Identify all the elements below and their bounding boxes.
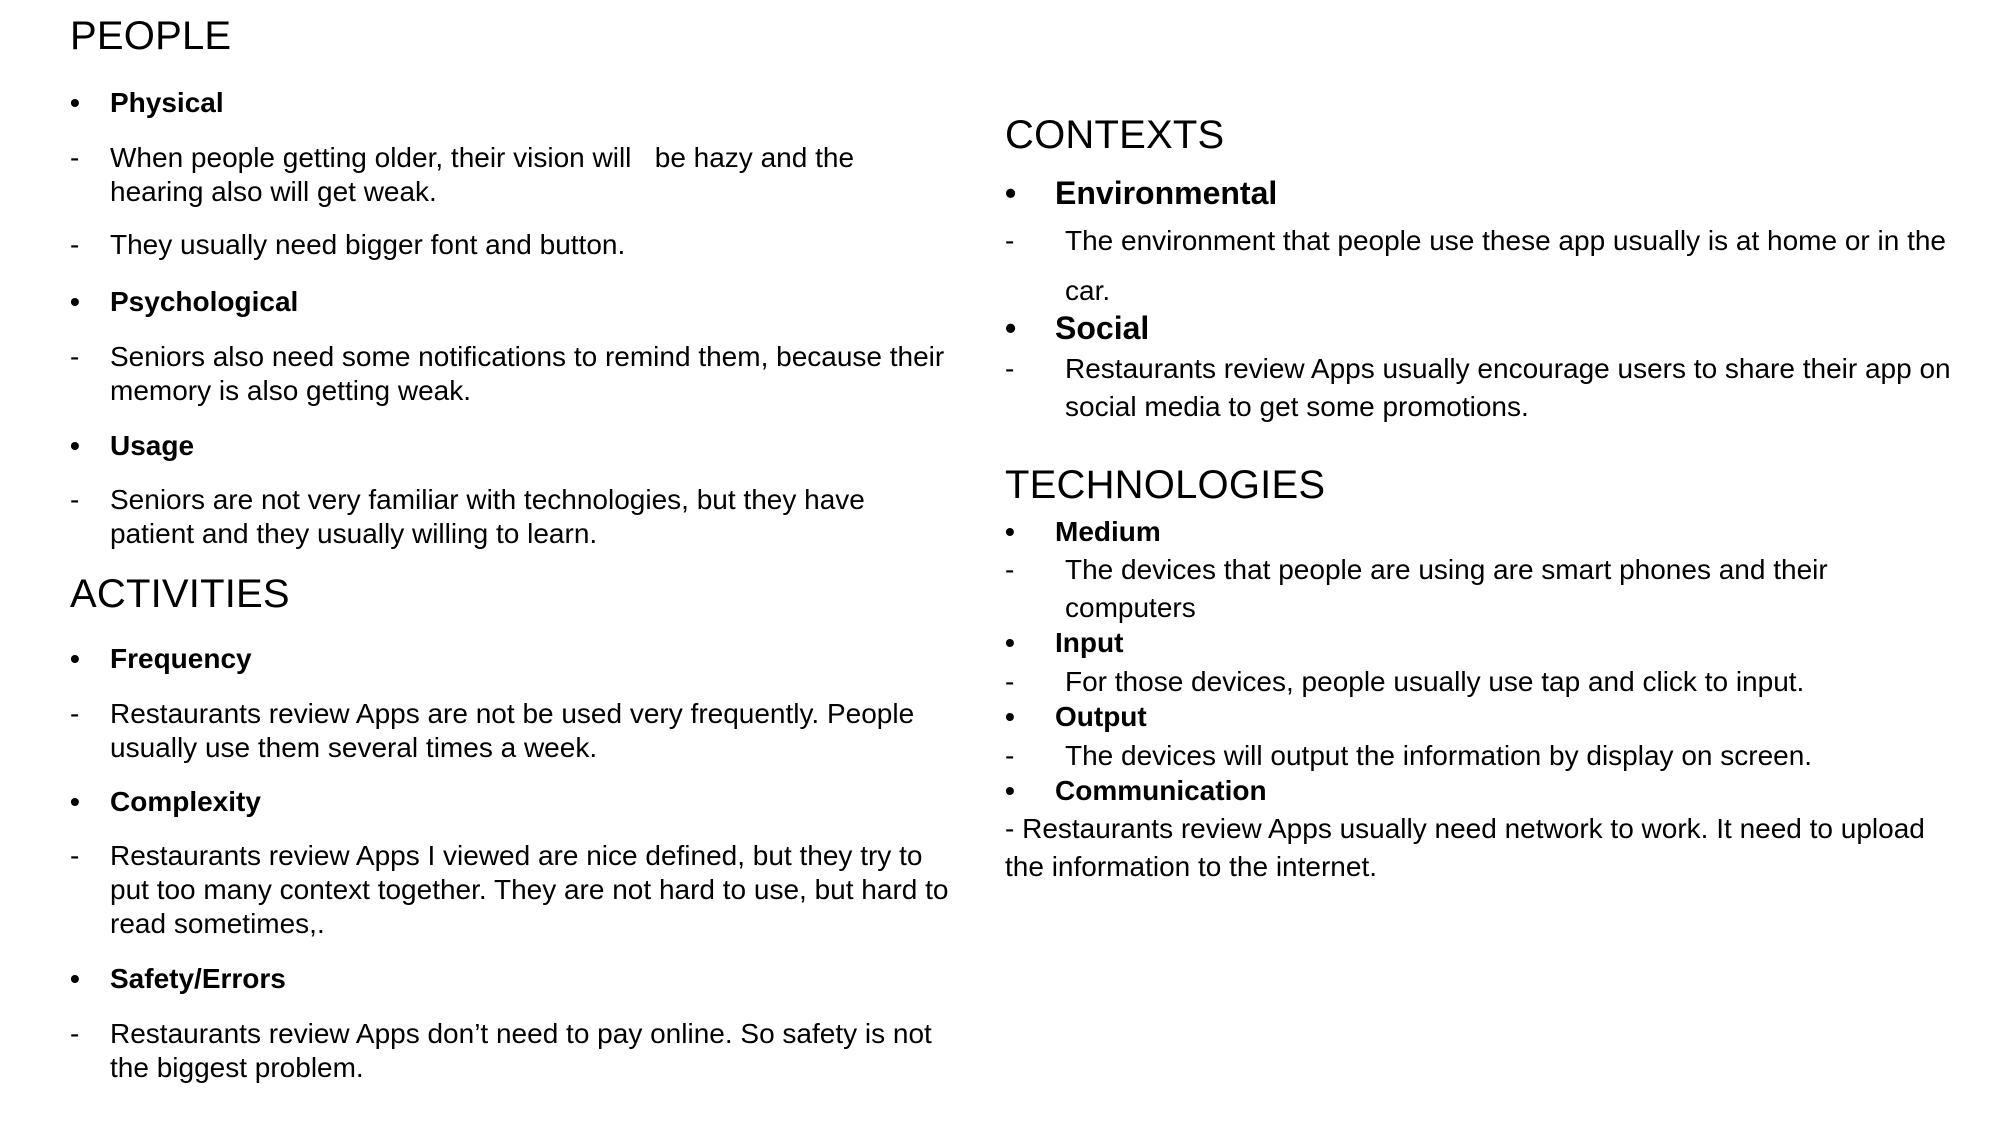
dash-text: Restaurants review Apps don’t need to pay online. So safety is not the biggest problem. xyxy=(110,1018,932,1083)
bullet-mark: • xyxy=(70,963,80,994)
dash-mark: - xyxy=(70,840,80,871)
dash-text: Restaurants review Apps are not be used very frequently. People usually use them several times a week. xyxy=(110,698,915,763)
dash-text: When people getting older, their vision will be hazy and the hearing also will get weak. xyxy=(110,142,862,207)
bullet-label-safety-errors: Safety/Errors xyxy=(110,963,286,994)
bullet-label-input: Input xyxy=(1055,627,1124,658)
bullet-mark: • xyxy=(1005,310,1017,346)
dash-text: For those devices, people usually use tap and click to input. xyxy=(1065,666,1805,697)
communication-note: - Restaurants review Apps usually need network to work. It need to upload the information to the internet. xyxy=(1005,813,1925,882)
dash-text: Restaurants review Apps usually encourage users to share their app on social media to get some promotions. xyxy=(1065,353,1951,422)
dash-text: Restaurants review Apps I viewed are nice defined, but they try to put too many context together. They are not hard to use, but hard to read sometimes,. xyxy=(110,840,949,939)
dash-mark: - xyxy=(70,341,80,372)
dash-mark: - xyxy=(70,142,80,173)
bullet-label-medium: Medium xyxy=(1055,516,1161,547)
section-heading-contexts: CONTEXTS xyxy=(1005,113,1225,157)
dash-mark: - xyxy=(70,229,80,260)
dash-mark: - xyxy=(70,698,80,729)
bullet-mark: • xyxy=(1005,627,1015,658)
bullet-label-environmental: Environmental xyxy=(1055,175,1278,211)
dash-mark: - xyxy=(70,484,80,515)
bullet-mark: • xyxy=(1005,701,1015,732)
bullet-label-psychological: Psychological xyxy=(110,286,299,317)
dash-text: They usually need bigger font and button. xyxy=(110,229,626,260)
bullet-label-output: Output xyxy=(1055,701,1147,732)
bullet-mark: • xyxy=(70,643,80,674)
bullet-mark: • xyxy=(1005,516,1015,547)
bullet-mark: • xyxy=(1005,775,1015,806)
bullet-mark: • xyxy=(70,430,80,461)
dash-mark: - xyxy=(1005,554,1015,585)
bullet-mark: • xyxy=(70,786,80,817)
bullet-mark: • xyxy=(1005,175,1017,211)
bullet-mark: • xyxy=(70,87,80,118)
dash-text: The devices will output the information by display on screen. xyxy=(1065,740,1813,771)
bullet-label-complexity: Complexity xyxy=(110,786,261,817)
dash-text: Seniors also need some notifications to remind them, because their memory is also getting weak. xyxy=(110,341,945,406)
section-heading-people: PEOPLE xyxy=(70,14,232,58)
section-heading-activities: ACTIVITIES xyxy=(70,572,290,616)
section-heading-technologies: TECHNOLOGIES xyxy=(1005,463,1326,507)
dash-text: The devices that people are using are smart phones and their computers xyxy=(1065,554,1828,623)
dash-mark: - xyxy=(1005,353,1015,384)
bullet-label-frequency: Frequency xyxy=(110,643,252,674)
dash-mark: - xyxy=(1005,225,1015,256)
bullet-label-communication: Communication xyxy=(1055,775,1267,806)
dash-mark: - xyxy=(1005,740,1015,771)
dash-mark: - xyxy=(70,1018,80,1049)
dash-mark: - xyxy=(1005,666,1015,697)
dash-text: Seniors are not very familiar with technologies, but they have patient and they usually willing to learn. xyxy=(110,484,865,549)
bullet-label-physical: Physical xyxy=(110,87,224,118)
bullet-label-social: Social xyxy=(1055,310,1150,346)
dash-text: The environment that people use these app usually is at home or in the car. xyxy=(1065,225,1946,306)
bullet-mark: • xyxy=(70,286,80,317)
bullet-label-usage: Usage xyxy=(110,430,195,461)
